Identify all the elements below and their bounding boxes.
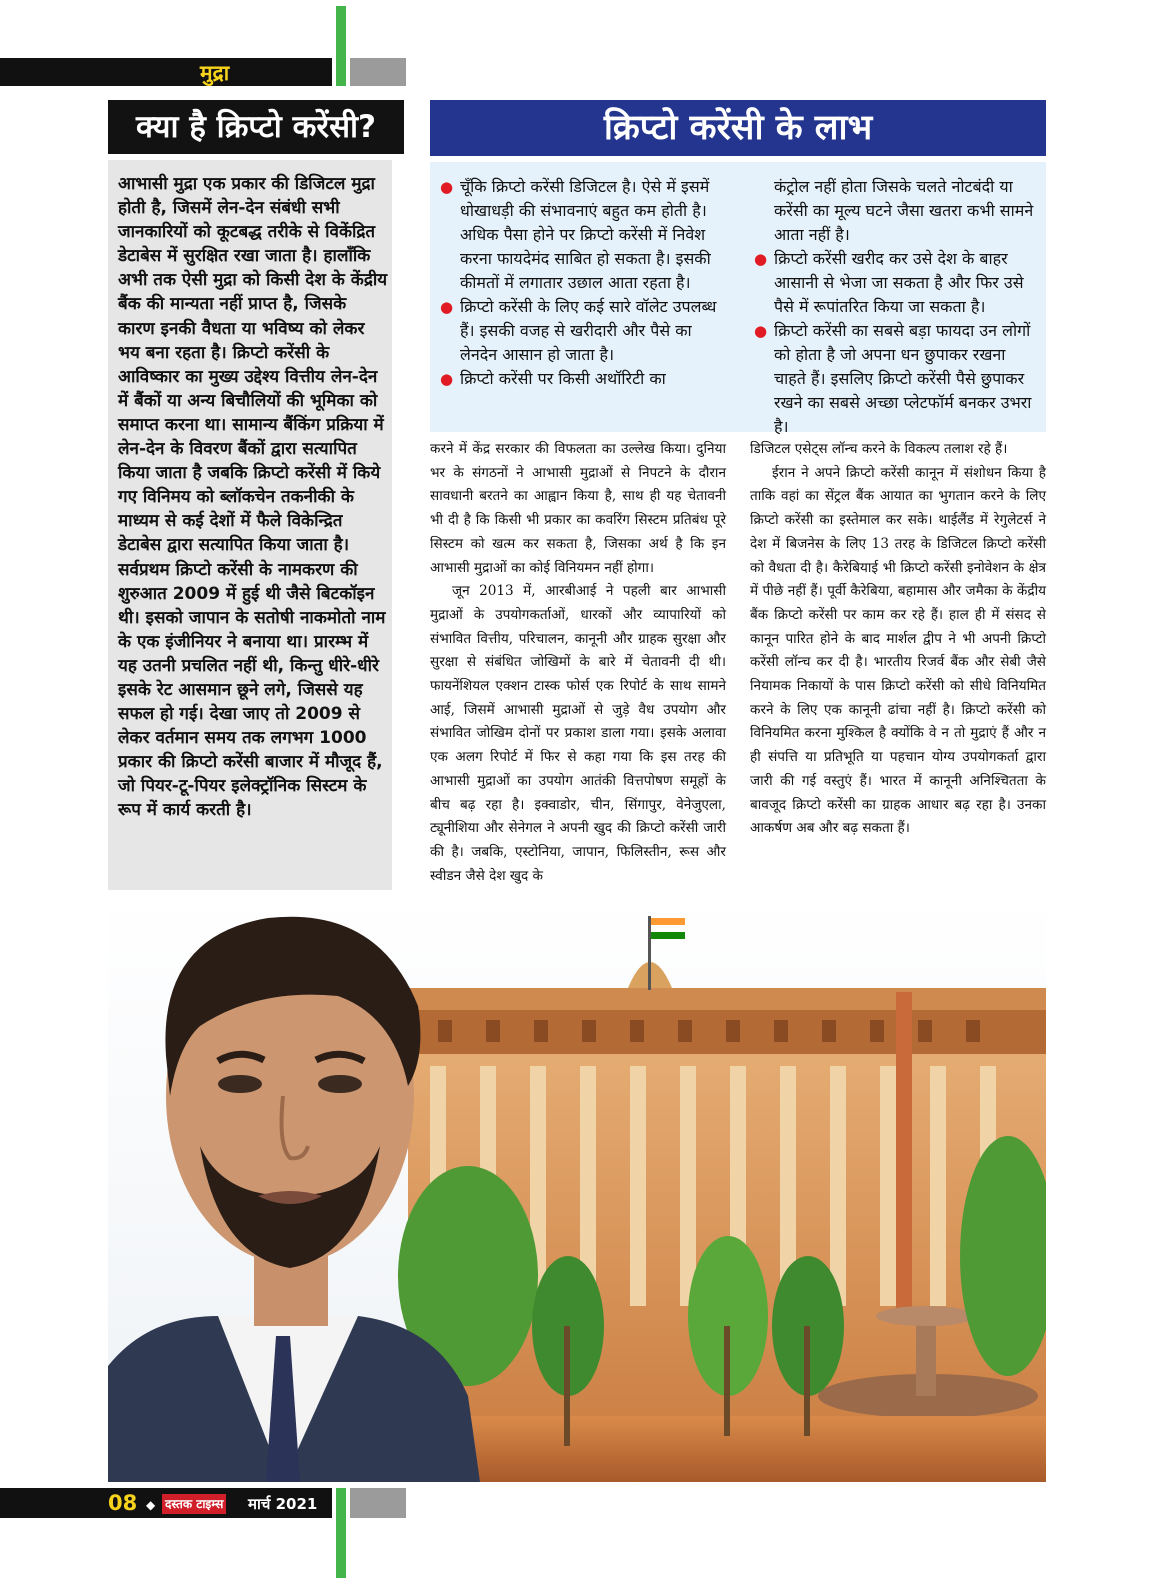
grey-accent-block-bottom: [350, 1488, 406, 1518]
article-paragraph: ईरान ने अपने क्रिप्टो करेंसी कानून में संशोधन किया है ताकि वहां का सेंट्रल बैंक आयात का भुगतान करने के लिए क्रिप्टो करेंसी का इस्तेमाल कर सके। थाईलैंड में रेगुलेटर्स ने देश में बिजनेस के लिए 13 तरह के डिजिटल क्रिप्टो करेंसी को वैधता दी है। कैरेबियाई भी क्रिप्टो करेंसी इनोवेशन के क्षेत्र में पीछे नहीं हैं। पूर्वी कैरेबिया, बहामास और जमैका के केंद्रीय बैंक क्रिप्टो करेंसी पर काम कर रहे हैं। हाल ही में संसद से कानून पारित होने के बाद मार्शल द्वीप ने भी अपनी क्रिप्टो करेंसी लॉन्च कर दी है। भारतीय रिजर्व बैंक और सेबी जैसे नियामक निकायों के पास क्रिप्टो करेंसी को सीधे विनियमित करने के लिए एक कानूनी ढांचा नहीं है। क्रिप्टो करेंसी को विनियमित करना मुश्किल है क्योंकि वे न तो मुद्राएं हैं और न ही संपत्ति या प्रतिभूति या पहचान योग्य उपयोगकर्ता द्वारा जारी की गई वस्तुएं हैं। भारत में कानूनी अनिश्चितता के बावजूद क्रिप्टो करेंसी का ग्राहक आधार बढ़ रहा है। उनका आकर्षण अब और बढ़ सकता हैं।: [750, 464, 1046, 837]
benefits-headline: क्रिप्टो करेंसी के लाभ: [603, 108, 873, 148]
article-paragraph: जून 2013 में, आरबीआई ने पहली बार आभासी मुद्राओं के उपयोगकर्ताओं, धारकों और व्यापारियों को संभावित वित्तीय, परिचालन, कानूनी और ग्राहक सुरक्षा और सुरक्षा से संबंधित जोखिमों के बारे में चेतावनी दी थी। फायनेंशियल एक्शन टास्क फोर्स एक रिपोर्ट के साथ सामने आई, जिसमें आभासी मुद्राओं से जुड़े वैध उपयोग और संभावित जोखिम दोनों पर प्रकाश डाला गया। इसके अलावा एक अलग रिपोर्ट में फिर से कहा गया कि इस तरह की आभासी मुद्राओं का उपयोग आतंकी वित्तपोषण समूहों के बीच बढ़ रहा है। इक्वाडोर, चीन, सिंगापुर, वेनेजुएला, ट्यूनीशिया और सेनेगल ने अपनी खुद की क्रिप्टो करेंसी जारी की है। जबकि, एस्टोनिया, जापान, फिलिस्तीन, रूस और स्वीडन जैसे देश खुद के: [430, 583, 726, 884]
benefit-continuation: कंट्रोल नहीं होता जिसके चलते नोटबंदी या करेंसी का मूल्य घटने जैसा खतरा कभी सामने आता नहीं है।: [774, 177, 1034, 244]
benefits-column-2: [754, 175, 1042, 439]
section-label: मुद्रा: [200, 61, 230, 85]
benefit-item: ● क्रिप्टो करेंसी के लिए कई सारे वॉलेट उपलब्ध हैं। इसकी वजह से खरीदारी और पैसे का लेनदेन आसान हो जाता है।: [440, 295, 730, 367]
section-header-bar: [0, 58, 332, 86]
benefit-item: ● क्रिप्टो करेंसी खरीद कर उसे देश के बाहर आसानी से भेजा जा सकता है और फिर उसे पैसे में रूपांतरित किया जा सकता है।: [754, 247, 1042, 319]
grey-accent-block: [350, 58, 406, 86]
issue-date: मार्च 2021: [248, 1495, 318, 1513]
benefits-column-1: [440, 175, 730, 391]
intro-text: आभासी मुद्रा एक प्रकार की डिजिटल मुद्रा होती है, जिसमें लेन-देन संबंधी सभी जानकारियों को कूटबद्ध तरीके से विकेंद्रित डेटाबेस में सुरक्षित रखा जाता है। हालाँकि अभी तक ऐसी मुद्रा को किसी देश के केंद्रीय बैंक की मान्यता नहीं प्राप्त है, जिसके कारण इनकी वैधता या भविष्य को लेकर भय बना रहता है। क्रिप्टो करेंसी के आविष्कार का मुख्य उद्देश्य वित्तीय लेन-देन में बैंकों या अन्य बिचौलियों की भूमिका को समाप्त करना था। सामान्य बैंकिंग प्रक्रिया में लेन-देन के विवरण बैंकों द्वारा सत्यापित किया जाता है जबकि क्रिप्टो करेंसी में किये गए विनिमय को ब्लॉकचेन तकनीकी के माध्यम से कई देशों में फैले विकेन्द्रित डेटाबेस द्वारा सत्यापित किया जाता है। सर्वप्रथम क्रिप्टो करेंसी के नामकरण की शुरुआत 2009 में हुई थी जैसे बिटकॉइन थी। इसको जापान के सतोषी नाकमोतो नाम के एक इंजीनियर ने बनाया था। प्रारम्भ में यह उतनी प्रचलित नहीं थी, किन्तु धीरे-धीरे इसके रेट आसमान छूने लगे, जिससे यह सफल हो गई। देखा जाए तो 2009 से लेकर वर्तमान समय तक लगभग 1000 प्रकार की क्रिप्टो करेंसी बाजार में मौजूद हैं, जो पियर-टू-पियर इलेक्ट्रॉनिक सिस्टम के रूप में कार्य करती है।: [118, 174, 388, 821]
page-number: 08: [108, 1491, 138, 1515]
left-headline: क्या है क्रिप्टो करेंसी?: [135, 109, 377, 145]
article-column-1: [430, 438, 726, 888]
magazine-name: दस्तक टाइम्स: [162, 1494, 226, 1514]
benefit-item: ● क्रिप्टो करेंसी का सबसे बड़ा फायदा उन लोगों को होता है जो अपना धन छुपाकर रखना चाहते हैं। इसलिए क्रिप्टो करेंसी पैसे छुपाकर रखने का सबसे अच्छा प्लेटफॉर्म बनकर उभरा है।: [754, 319, 1042, 439]
article-paragraph: डिजिटल एसेट्स लॉन्च करने के विकल्प तलाश रहे हैं।: [750, 441, 1008, 457]
benefit-item: ● क्रिप्टो करेंसी पर किसी अथॉरिटी का: [440, 367, 730, 391]
article-column-2: [750, 438, 1046, 841]
feature-illustration: [108, 896, 1046, 1482]
green-accent-strip-bottom: [336, 1488, 346, 1578]
benefit-item: ● चूँकि क्रिप्टो करेंसी डिजिटल है। ऐसे में इसमें धोखाधड़ी की संभावनाएं बहुत कम होती है। अधिक पैसा होने पर क्रिप्टो करेंसी में निवेश करना फायदेमंद साबित हो सकता है। इसकी कीमतों में लगातार उछाल आता रहता है।: [440, 175, 730, 295]
green-accent-strip: [336, 6, 346, 86]
article-paragraph: करने में केंद्र सरकार की विफलता का उल्लेख किया। दुनिया भर के संगठनों ने आभासी मुद्राओं से निपटने के दौरान सावधानी बरतने का आह्वान किया है, साथ ही यह चेतावनी भी दी है कि किसी भी प्रकार का कवरिंग सिस्टम प्रतिबंध पूरे सिस्टम को खत्म कर सकता है, जिसका अर्थ है कि इन आभासी मुद्राओं का कोई विनियमन नहीं होगा।: [430, 441, 726, 576]
footer-separator: ◆: [146, 1498, 156, 1512]
